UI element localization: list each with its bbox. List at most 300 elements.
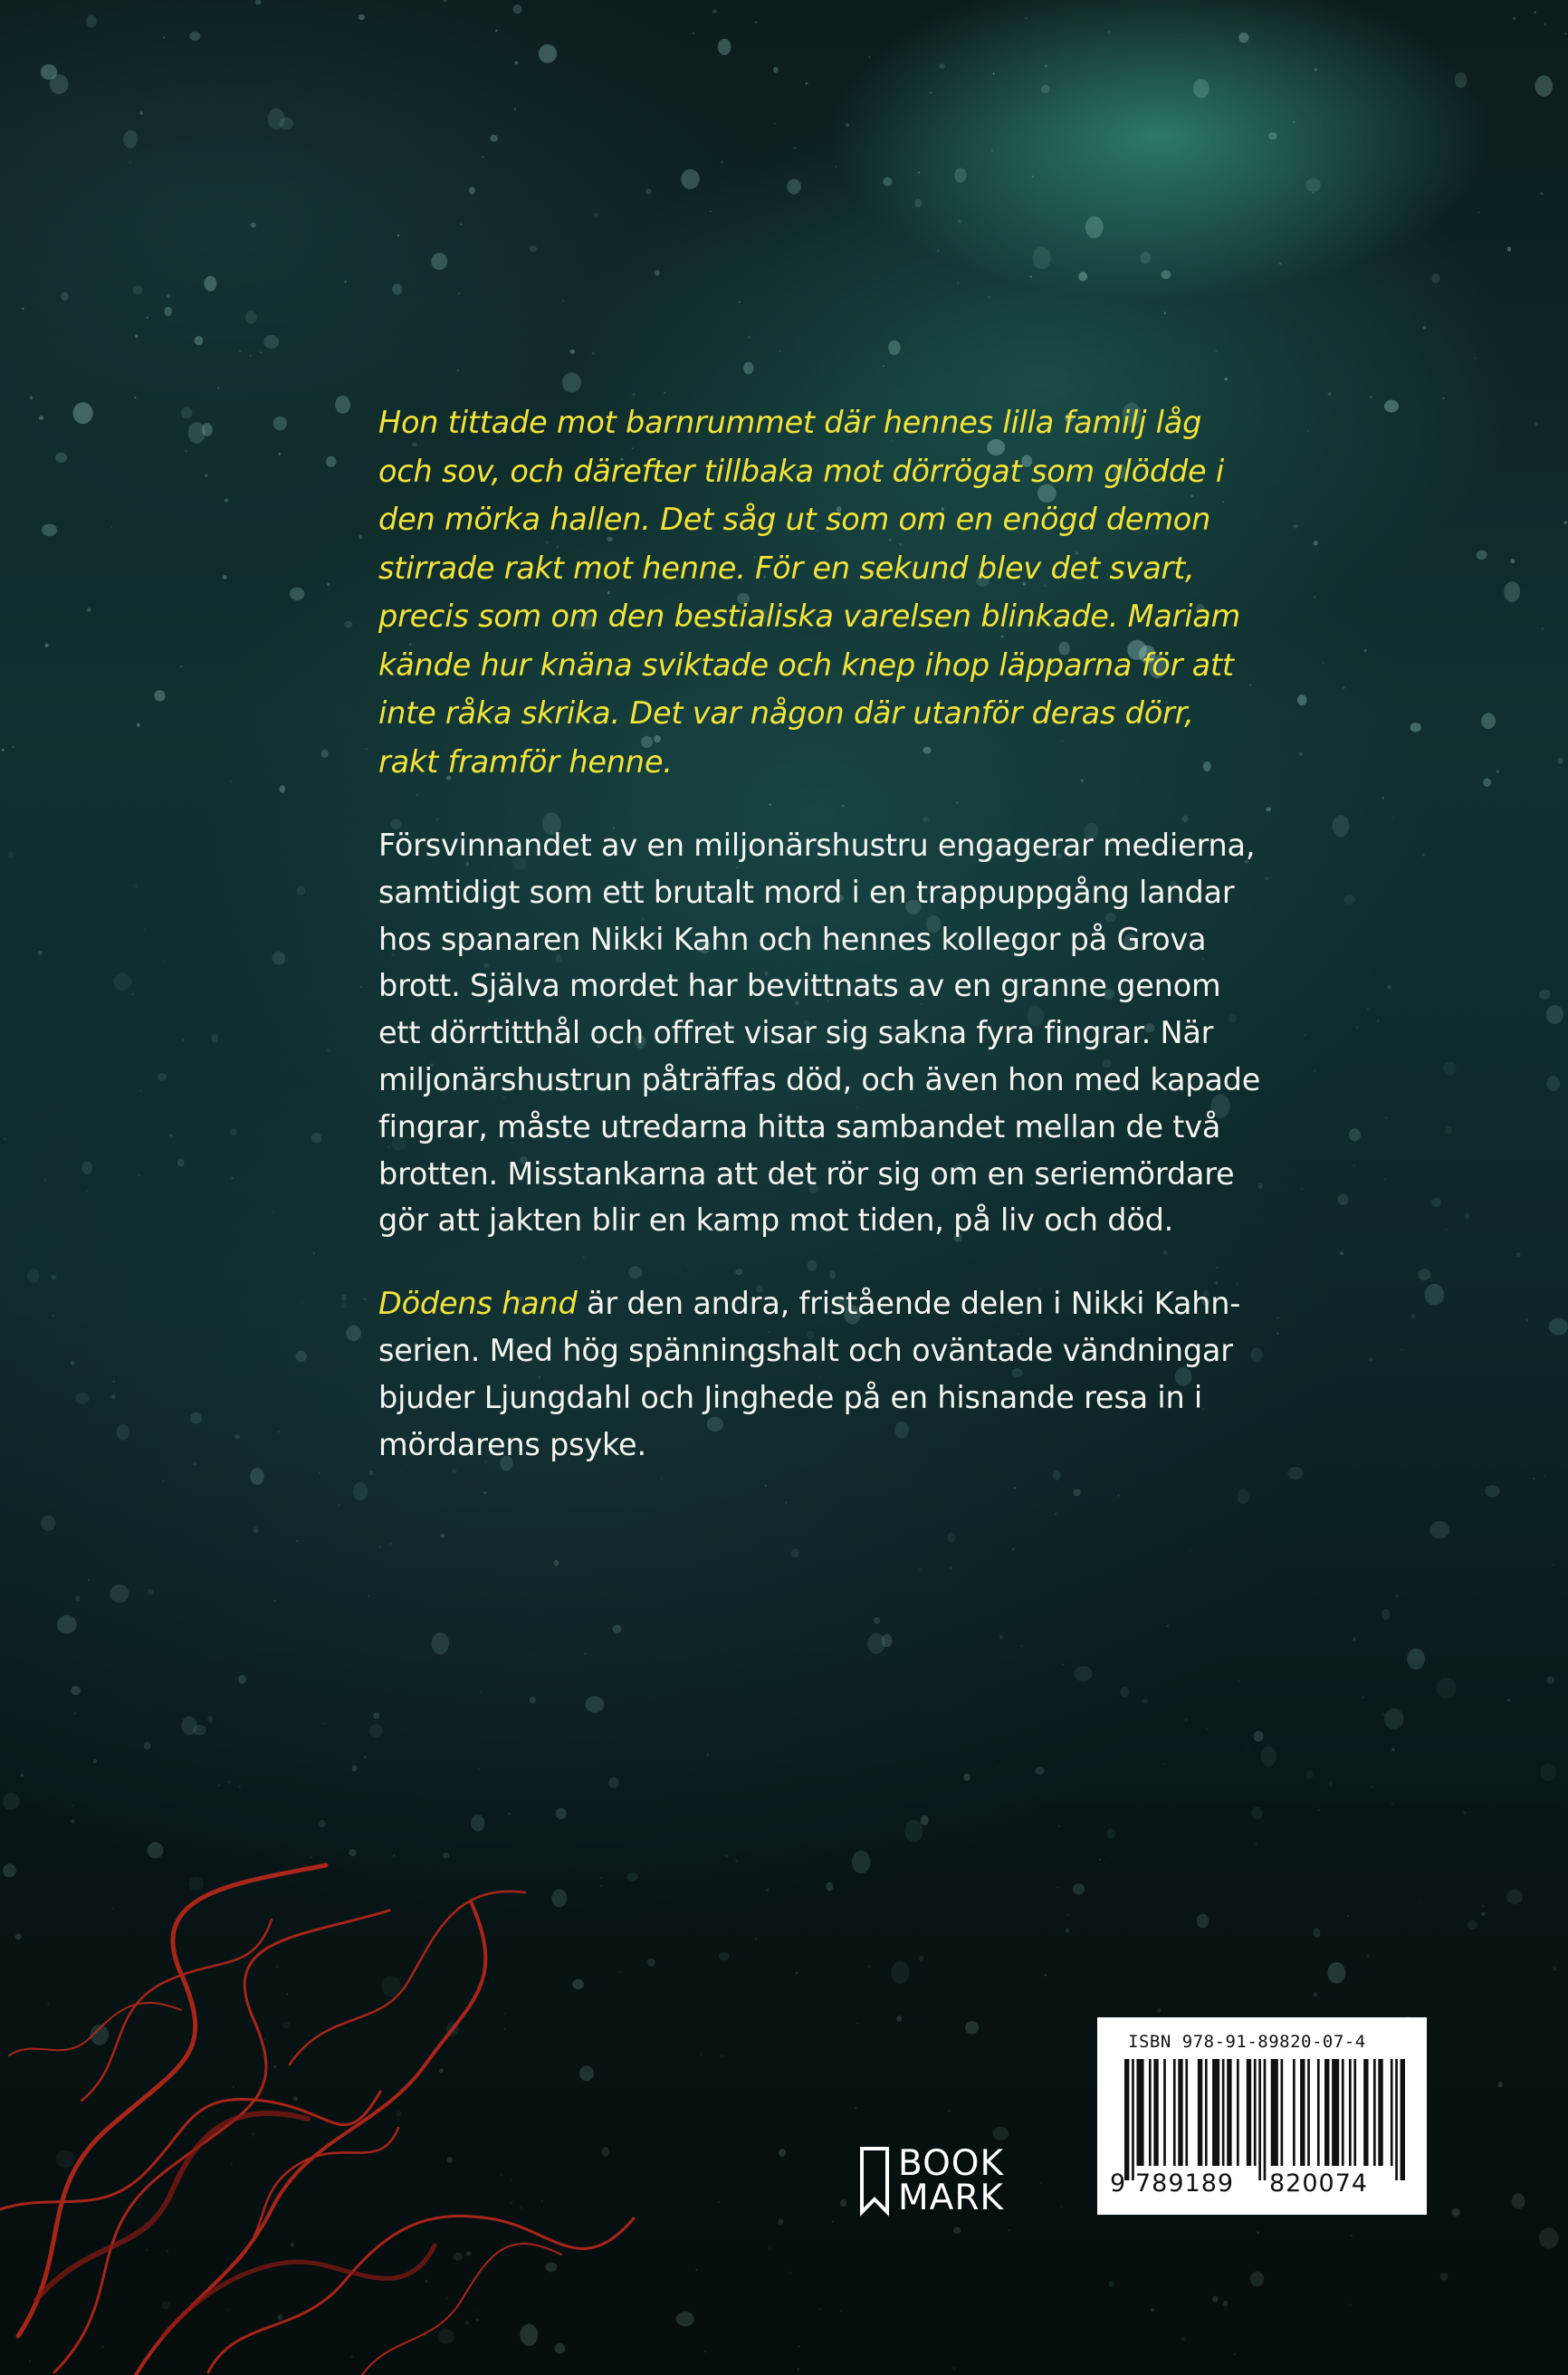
rain-drop	[1157, 2008, 1161, 2013]
rain-drop	[1422, 854, 1425, 857]
rain-drop	[1189, 1550, 1190, 1552]
rain-drop	[921, 1815, 929, 1825]
excerpt-line: inte råka skrika. Det var någon där utanför deras dörr,	[378, 695, 1194, 731]
rain-drop	[301, 1301, 303, 1303]
rain-drop	[840, 2199, 846, 2207]
rain-drop	[177, 1159, 185, 1166]
rain-drop	[1328, 392, 1332, 396]
rain-drop	[1507, 246, 1511, 251]
rain-drop	[251, 223, 256, 228]
rain-drop	[1066, 1914, 1069, 1917]
rain-drop	[110, 526, 112, 528]
rain-drop	[185, 450, 187, 452]
barcode-bar	[1222, 2059, 1225, 2166]
rain-drop	[739, 301, 741, 302]
rain-drop	[1362, 1697, 1364, 1700]
rain-drop	[1260, 1746, 1276, 1766]
rain-drop	[1353, 1165, 1355, 1167]
rain-drop	[1407, 1648, 1425, 1670]
rain-drop	[335, 396, 350, 414]
rain-drop	[773, 122, 775, 125]
rain-drop	[1305, 1770, 1313, 1778]
rain-drop	[441, 1534, 445, 1538]
rain-drop	[1251, 1807, 1262, 1820]
rain-drop	[1257, 2231, 1259, 2234]
rain-drop	[480, 1691, 482, 1694]
rain-drop	[1212, 2296, 1219, 2303]
rain-drop	[194, 1463, 197, 1466]
rain-drop	[1364, 649, 1367, 652]
rain-drop	[1029, 275, 1032, 277]
rain-drop	[1391, 1803, 1393, 1805]
rain-drop	[1370, 396, 1372, 397]
rain-drop	[1141, 252, 1151, 263]
rain-drop	[1546, 1076, 1560, 1091]
rain-drop	[1078, 272, 1087, 281]
rain-drop	[1367, 1008, 1369, 1010]
rain-drop	[556, 1808, 567, 1819]
rain-drop	[131, 993, 133, 995]
rain-drop	[204, 276, 216, 292]
rain-drop	[937, 250, 939, 252]
rain-drop	[1368, 1357, 1373, 1362]
rain-drop	[1481, 1912, 1486, 1916]
rain-drop	[326, 456, 337, 467]
rain-drop	[311, 1133, 322, 1143]
barcode-bar	[1258, 2059, 1261, 2180]
barcode-bar	[1227, 2059, 1231, 2166]
rain-drop	[1073, 1883, 1085, 1894]
rain-drop	[340, 1303, 348, 1308]
barcode-bar	[1363, 2059, 1368, 2166]
rain-drop	[1347, 1915, 1349, 1917]
rain-drop	[4, 1137, 6, 1140]
rain-drop	[681, 169, 699, 189]
rain-drop	[1451, 2208, 1460, 2217]
rain-drop	[297, 886, 306, 895]
rain-drop	[1066, 1928, 1070, 1932]
rain-drop	[1483, 778, 1491, 787]
rain-drop	[710, 211, 712, 213]
book-title: Dödens hand	[378, 1286, 578, 1322]
rain-drop	[1384, 1709, 1404, 1729]
rain-drop	[163, 37, 165, 39]
rain-drop	[805, 82, 808, 85]
rain-drop	[86, 1191, 88, 1192]
rain-drop	[1384, 1179, 1386, 1181]
rain-drop	[230, 780, 232, 782]
rain-drop	[826, 1882, 833, 1891]
rain-drop	[86, 14, 97, 27]
rain-drop	[1511, 559, 1515, 563]
barcode-bar	[1124, 2059, 1129, 2180]
synopsis-line: samtidigt som ett brutalt mord i en trappuppgång landar	[378, 874, 1235, 910]
rain-drop	[1535, 11, 1536, 13]
rain-drop	[930, 91, 932, 93]
rain-drop	[794, 147, 797, 148]
rain-drop	[1387, 985, 1391, 990]
rain-drop	[530, 1697, 536, 1704]
rain-drop	[939, 63, 945, 69]
rain-drop	[532, 1652, 534, 1654]
rain-drop	[1546, 1005, 1563, 1024]
rain-drop	[1323, 662, 1324, 664]
rain-drop	[868, 1966, 870, 1968]
series-line: mördarens psyke.	[378, 1426, 646, 1462]
rain-drop	[1307, 430, 1309, 432]
rain-drop	[1256, 1843, 1257, 1845]
rain-drop	[1340, 1251, 1344, 1255]
excerpt-line: Hon tittade mot barnrummet där hennes lilla familj låg	[378, 405, 1202, 440]
barcode-bar	[1271, 2059, 1278, 2166]
rain-drop	[1533, 1478, 1535, 1480]
rain-drop	[1268, 132, 1277, 139]
rain-drop	[364, 1756, 367, 1758]
rain-drop	[1382, 797, 1384, 799]
rain-drop	[882, 1634, 893, 1648]
rain-drop	[238, 1675, 246, 1684]
rain-drop	[1496, 770, 1500, 773]
barcode-bar	[1178, 2059, 1182, 2166]
rain-drop	[182, 1716, 197, 1735]
rain-drop	[1553, 1564, 1554, 1566]
rain-drop	[1504, 581, 1520, 602]
rain-drop	[353, 1482, 368, 1500]
barcode-bar	[1185, 2059, 1188, 2166]
rain-drop	[165, 307, 173, 317]
rain-drop	[1539, 990, 1550, 1000]
rain-drop	[397, 235, 399, 236]
rain-drop	[1351, 2235, 1353, 2237]
rain-drop	[457, 369, 459, 371]
rain-drop	[207, 1716, 213, 1723]
rain-drop	[138, 1174, 140, 1176]
rain-drop	[344, 621, 352, 628]
rain-drop	[586, 1696, 605, 1712]
rain-drop	[1544, 24, 1546, 26]
barcode-bar	[1247, 2059, 1251, 2166]
rain-drop	[55, 453, 67, 463]
barcode-bar	[1349, 2059, 1352, 2166]
rain-drop	[239, 1786, 241, 1788]
excerpt-line: stirrade rakt mot henne. För en sekund blev det svart,	[378, 550, 1195, 586]
rain-drop	[296, 1540, 298, 1542]
rain-drop	[148, 1589, 154, 1595]
rain-drop	[1009, 2229, 1010, 2231]
rain-drop	[835, 166, 837, 168]
rain-drop	[787, 179, 801, 195]
rain-drop	[1234, 2353, 1236, 2355]
rain-drop	[1540, 192, 1543, 195]
rain-drop	[469, 187, 475, 194]
rain-drop	[1045, 64, 1047, 67]
rain-drop	[1032, 176, 1034, 177]
excerpt-line: rakt framför henne.	[378, 743, 673, 780]
rain-drop	[205, 474, 207, 478]
rain-drop	[852, 1851, 871, 1873]
rain-drop	[1045, 1974, 1047, 1976]
rain-drop	[273, 417, 287, 431]
series-line: är den andra, fristående delen i Nikki Kahn-	[577, 1286, 1241, 1322]
rain-drop	[3, 1793, 20, 1810]
rain-drop	[143, 928, 145, 930]
rain-drop	[1238, 1680, 1239, 1682]
rain-drop	[1485, 1485, 1499, 1497]
rain-drop	[948, 2110, 950, 2112]
synopsis-line: brotten. Misstankarna att det rör sig om en seriemördare	[378, 1155, 1235, 1192]
rain-drop	[1445, 1229, 1447, 1231]
rain-drop	[1163, 1763, 1165, 1765]
barcode-bar	[1254, 2059, 1257, 2166]
rain-drop	[1465, 1213, 1470, 1220]
excerpt-line: kände hur knäna sviktade och knep ihop läpparna för att	[378, 646, 1234, 683]
rain-drop	[45, 644, 49, 647]
rain-drop	[312, 1252, 315, 1254]
rain-drop	[1313, 1069, 1316, 1072]
rain-drop	[562, 301, 564, 302]
rain-drop	[225, 499, 228, 503]
rain-drop	[1106, 1828, 1115, 1838]
rain-drop	[1055, 1513, 1056, 1515]
rain-drop	[280, 118, 294, 130]
barcode-bar	[1149, 2059, 1152, 2166]
rain-drop	[71, 1686, 81, 1695]
rain-drop	[1337, 1194, 1348, 1205]
rain-drop	[1099, 1859, 1101, 1862]
rain-drop	[274, 1600, 277, 1603]
rain-drop	[180, 666, 182, 667]
rain-drop	[1353, 1637, 1355, 1641]
rain-drop	[1554, 1968, 1556, 1971]
rain-drop	[61, 292, 68, 302]
rain-drop	[1410, 723, 1421, 733]
rain-drop	[458, 292, 460, 294]
rain-drop	[483, 156, 484, 158]
rain-drop	[965, 2021, 979, 2034]
rain-drop	[359, 535, 363, 539]
rain-drop	[167, 294, 170, 299]
rain-drop	[344, 281, 346, 283]
barcode-bar	[1237, 2059, 1239, 2166]
synopsis-line: miljonärshustrun påträffas död, och även hon med kapade	[378, 1061, 1261, 1097]
rain-drop	[218, 1785, 221, 1786]
barcode-bar	[1173, 2059, 1176, 2166]
rain-drop	[189, 32, 200, 41]
rain-drop	[1546, 1676, 1554, 1683]
rain-drop	[1166, 1624, 1169, 1627]
rain-drop	[514, 62, 518, 65]
rain-drop	[846, 123, 849, 126]
rain-drop	[51, 1275, 57, 1279]
rain-drop	[139, 1090, 141, 1092]
rain-drop	[81, 1162, 92, 1174]
rain-drop	[74, 1712, 76, 1714]
rain-drop	[1411, 1314, 1416, 1319]
rain-drop	[1544, 1475, 1545, 1477]
rain-drop	[1440, 2274, 1448, 2281]
rain-drop	[366, 748, 368, 750]
rain-drop	[144, 1742, 151, 1750]
rain-drop	[883, 177, 892, 187]
rain-drop	[1420, 1901, 1422, 1902]
rain-drop	[1391, 1748, 1394, 1751]
rain-drop	[183, 1039, 185, 1040]
blurb-text	[378, 398, 1275, 1504]
barcode-bar	[1136, 2059, 1143, 2166]
rain-drop	[1033, 247, 1051, 270]
synopsis-line: gör att jakten blir en kamp mot tiden, på liv och död.	[378, 1202, 1174, 1239]
rain-drop	[963, 1774, 970, 1781]
rain-drop	[1109, 2281, 1115, 2286]
rain-drop	[1391, 818, 1393, 819]
rain-drop	[190, 1413, 202, 1424]
rain-drop	[1315, 68, 1317, 71]
rain-drop	[230, 1128, 237, 1135]
rain-drop	[914, 198, 922, 207]
rain-drop	[117, 1424, 129, 1441]
rain-drop	[154, 690, 165, 702]
rain-drop	[319, 1472, 320, 1474]
barcode-bar	[1163, 2059, 1166, 2166]
rain-drop	[1075, 1666, 1093, 1681]
rain-drop	[1463, 1811, 1466, 1815]
rain-drop	[891, 1961, 909, 1984]
rain-drop	[1062, 1663, 1064, 1665]
rain-drop	[8, 852, 14, 857]
rain-drop	[1312, 192, 1314, 194]
rain-drop	[1314, 541, 1318, 545]
rain-drop	[1193, 79, 1209, 98]
rain-drop	[22, 308, 24, 311]
rain-drop	[1535, 75, 1554, 97]
rain-drop	[1526, 1319, 1528, 1322]
rain-drop	[1418, 1269, 1430, 1280]
rain-drop	[1506, 1890, 1523, 1905]
rain-drop	[1437, 1678, 1456, 1699]
rain-drop	[755, 21, 757, 24]
rain-drop	[791, 1548, 799, 1557]
barcode-digit-lead: 9	[1110, 2169, 1127, 2198]
rain-drop	[954, 168, 966, 182]
rain-drop	[950, 1567, 951, 1569]
excerpt-paragraph	[378, 398, 1275, 786]
rain-drop	[113, 973, 131, 991]
rain-drop	[478, 1768, 480, 1770]
rain-drop	[993, 72, 995, 74]
rain-drop	[1542, 627, 1544, 629]
rain-drop	[223, 575, 227, 579]
rain-drop	[1238, 33, 1248, 43]
rain-drop	[655, 270, 660, 276]
rain-drop	[123, 130, 138, 148]
rain-drop	[75, 1393, 89, 1404]
rain-drop	[1110, 1856, 1112, 1858]
rain-drop	[584, 1652, 588, 1655]
rain-drop	[999, 1635, 1003, 1639]
rain-drop	[75, 1595, 80, 1601]
rain-drop	[52, 1315, 53, 1317]
rain-drop	[1481, 713, 1496, 729]
rain-drop	[1287, 1467, 1303, 1480]
rain-drop	[1327, 1962, 1345, 1984]
rain-drop	[370, 1724, 383, 1738]
rain-drop	[1314, 1992, 1317, 1997]
rain-drop	[341, 1295, 346, 1301]
barcode-bar	[1212, 2059, 1219, 2166]
rain-drop	[280, 785, 286, 792]
rain-drop	[249, 355, 252, 357]
rain-drop	[369, 1470, 374, 1476]
rain-drop	[1477, 551, 1487, 560]
barcode-bar	[1198, 2059, 1202, 2166]
rain-drop	[71, 1819, 74, 1823]
rain-drop	[1477, 211, 1480, 213]
rain-drop	[260, 351, 262, 353]
synopsis-line: fingrar, måste utredarna hitta sambandet mellan de två	[378, 1108, 1221, 1144]
barcode-bar	[1205, 2059, 1208, 2166]
rain-drop	[163, 1480, 165, 1482]
rain-drop	[378, 1545, 381, 1548]
rain-drop	[363, 1298, 366, 1300]
rain-drop	[360, 986, 363, 989]
rain-drop	[147, 317, 148, 319]
barcode-bar	[1373, 2059, 1376, 2166]
rain-drop	[513, 5, 522, 14]
rain-drop	[951, 2367, 956, 2370]
rain-drop	[1539, 2227, 1559, 2248]
rain-drop	[1535, 422, 1538, 426]
rain-drop	[1181, 2337, 1186, 2342]
rain-drop	[250, 1468, 264, 1485]
rain-drop	[1516, 1252, 1521, 1257]
rain-drop	[1318, 1809, 1320, 1811]
barcode-bar	[1391, 2059, 1393, 2166]
rain-drop	[718, 39, 731, 55]
rain-drop	[645, 188, 652, 195]
rain-drop	[1120, 1687, 1129, 1698]
rain-drop	[1215, 350, 1217, 353]
rain-drop	[904, 1820, 923, 1843]
barcode-bar	[1395, 2059, 1398, 2180]
rain-drop	[1512, 2194, 1525, 2209]
rain-drop	[1443, 1314, 1445, 1316]
rain-drop	[779, 350, 781, 353]
rain-drop	[43, 1179, 47, 1183]
rain-drop	[93, 1759, 97, 1763]
rain-drop	[693, 33, 694, 34]
rain-drop	[721, 160, 723, 163]
rain-drop	[135, 334, 138, 338]
rain-drop	[290, 588, 305, 601]
rain-drop	[508, 1813, 511, 1815]
barcode-bar	[1401, 2059, 1405, 2180]
rain-drop	[1367, 1954, 1370, 1958]
rain-drop	[87, 608, 91, 612]
rain-drop	[539, 44, 557, 63]
rain-drop	[195, 336, 204, 345]
rain-drop	[1036, 1767, 1045, 1775]
excerpt-line: precis som om den bestialiska varelsen blinkade. Mariam	[378, 599, 1241, 634]
rain-drop	[1297, 694, 1306, 705]
barcode-bar	[1317, 2059, 1320, 2166]
rain-drop	[1041, 85, 1049, 93]
rain-drop	[392, 283, 402, 294]
synopsis-line: Försvinnandet av en miljonärshustru engagerar medierna,	[378, 828, 1256, 863]
rain-drop	[181, 407, 192, 418]
rain-drop	[1276, 1332, 1279, 1335]
rain-drop	[188, 422, 206, 444]
rain-drop	[1020, 1645, 1023, 1647]
